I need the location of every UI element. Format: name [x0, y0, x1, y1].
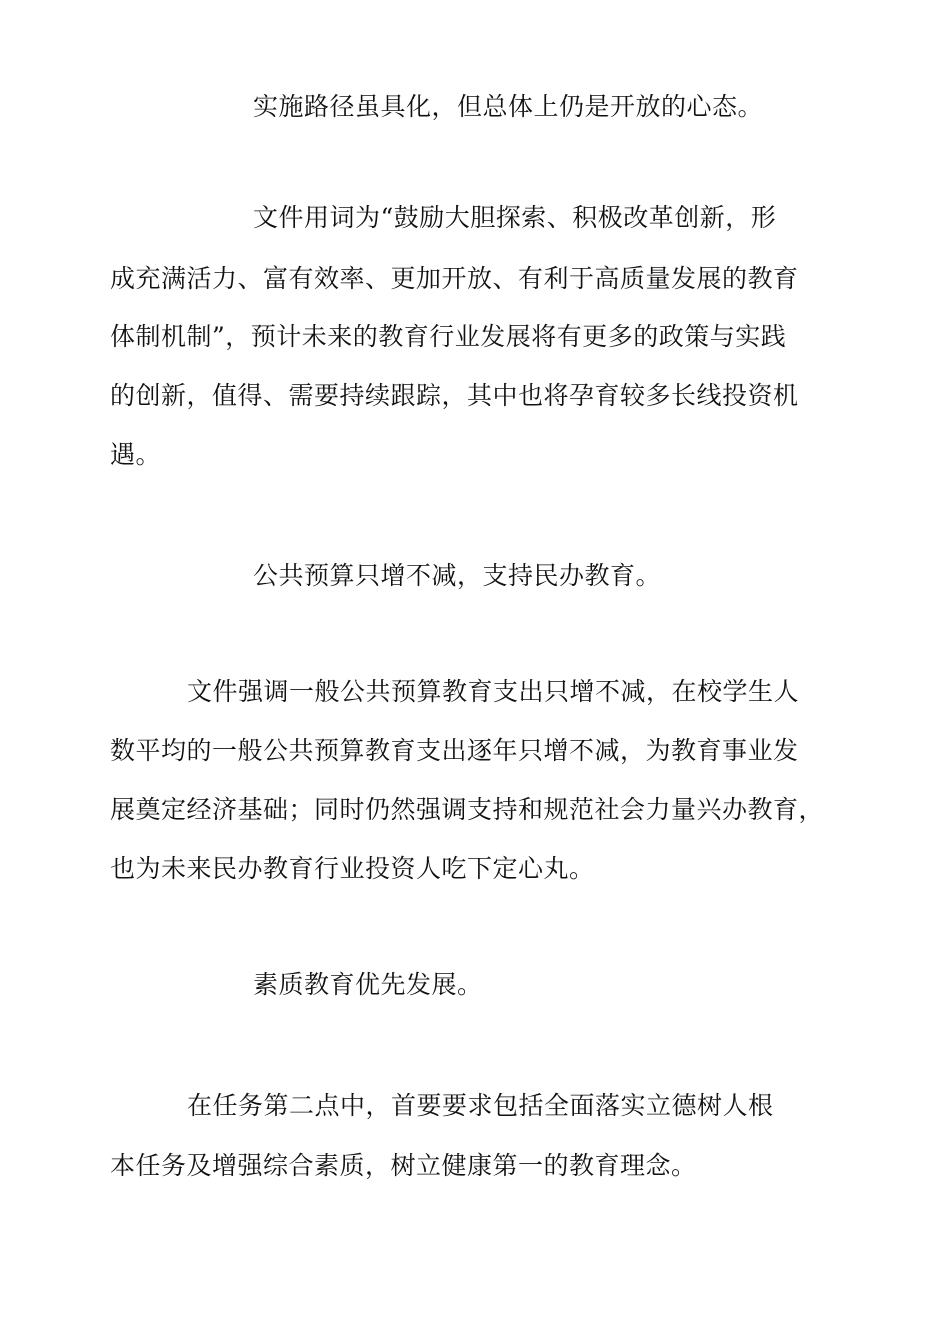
paragraph-line: 成充满活力、富有效率、更加开放、有利于高质量发展的教育	[110, 264, 799, 293]
paragraph-line: 文件用词为“鼓励大胆探索、积极改革创新，形	[253, 203, 777, 232]
heading-public-budget: 公共预算只增不减，支持民办教育。	[253, 561, 662, 590]
paragraph-line: 的创新，值得、需要持续跟踪，其中也将孕育较多长线投资机	[110, 381, 799, 410]
paragraph-line: 在任务第二点中，首要要求包括全面落实立德树人根	[187, 1091, 774, 1120]
paragraph-line: 也为未来民办教育行业投资人吃下定心丸。	[110, 854, 595, 883]
paragraph-line: 文件强调一般公共预算教育支出只增不减，在校学生人	[187, 677, 800, 706]
paragraph-line: 数平均的一般公共预算教育支出逐年只增不减，为教育事业发	[110, 736, 799, 765]
paragraph-line: 体制机制”，预计未来的教育行业发展将有更多的政策与实践	[110, 322, 787, 351]
paragraph-line: 展奠定经济基础；同时仍然强调支持和规范社会力量兴办教育，	[110, 795, 825, 824]
paragraph-line: 遇。	[110, 440, 162, 469]
heading-quality-education: 素质教育优先发展。	[253, 970, 483, 999]
heading-implementation-path: 实施路径虽具化，但总体上仍是开放的心态。	[253, 92, 764, 121]
paragraph-line: 本任务及增强综合素质，树立健康第一的教育理念。	[110, 1151, 697, 1180]
